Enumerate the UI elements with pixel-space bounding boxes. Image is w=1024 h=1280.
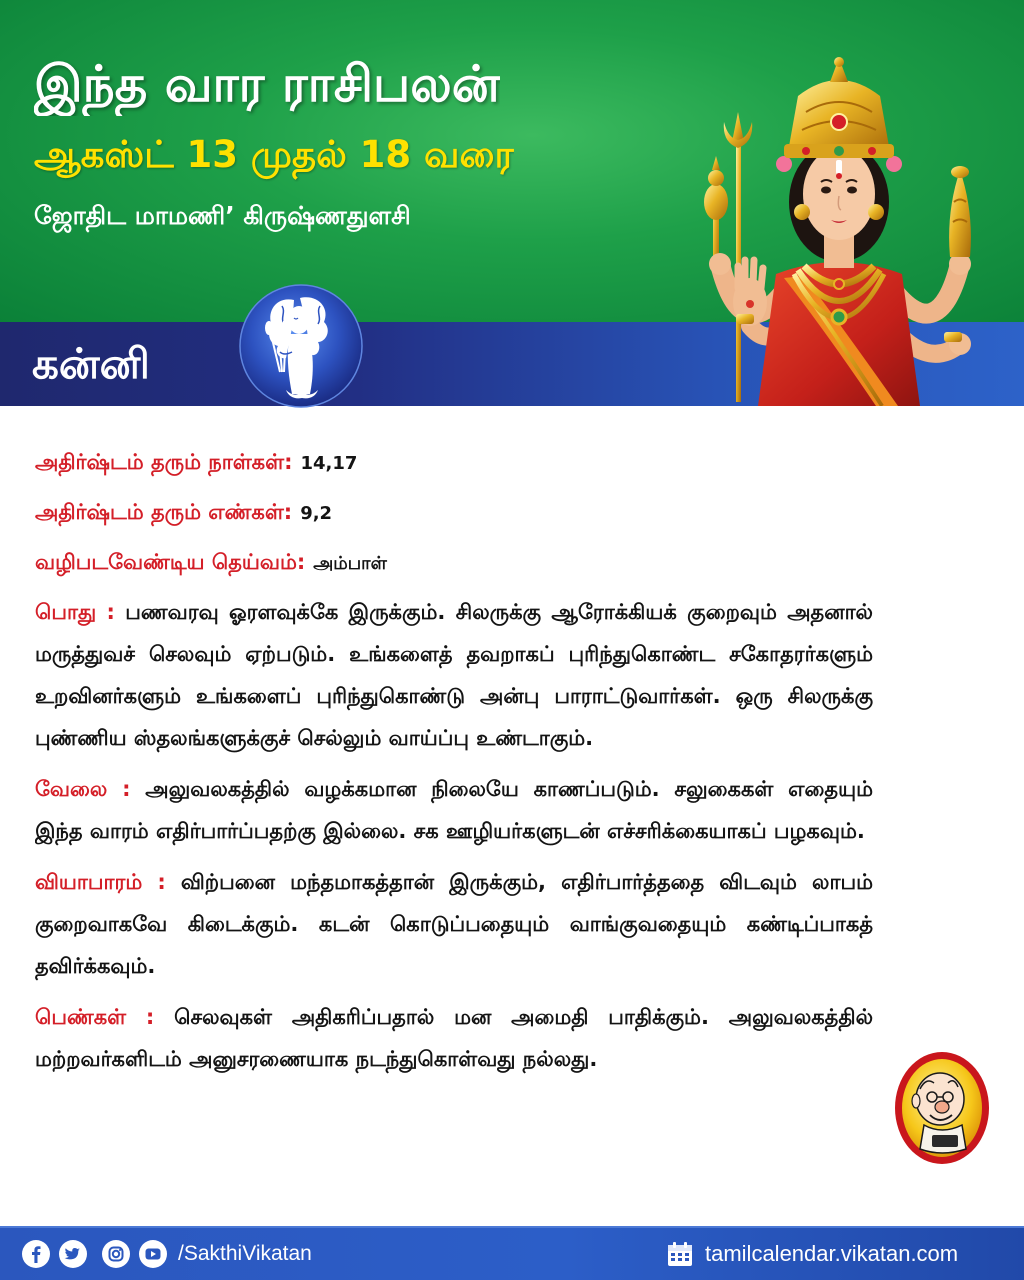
lucky-numbers-label: அதிர்ஷ்டம் தரும் எண்கள்: [35,500,293,524]
lucky-numbers-value: 9,2 [300,503,333,524]
section-work [35,768,873,852]
section-women [35,996,873,1080]
calendar-icon [666,1240,694,1268]
zodiac-sign-name: கன்னி [32,339,150,388]
section-general-label: பொது : [35,600,115,624]
footer-bar [0,1226,1024,1280]
section-business-text: விற்பனை மந்தமாகத்தான் இருக்கும், எதிர்பார்த்ததை விடவும் லாபம் குறைவாகவே கிடைக்கும். கடன் கொடுப்பதையும் வாங்குவதையும் கண்டிப்பாகத் தவிர்க்கவும். [35,870,873,978]
vikatan-mascot-logo [892,1049,992,1167]
section-women-text: செலவுகள் அதிகரிப்பதால் மன அமைதி பாதிக்கும். அலுவலகத்தில் மற்றவர்களிடம் அனுசரணையாக நடந்துகொள்வது நல்லது. [35,1005,873,1071]
section-general [35,591,873,759]
lucky-days-row [35,437,873,487]
lucky-numbers-row [35,487,873,537]
lucky-days-label: அதிர்ஷ்டம் தரும் நாள்கள்: [35,450,293,474]
virgo-zodiac-icon [236,282,366,410]
facebook-icon[interactable] [21,1239,51,1269]
section-women-label: பெண்கள் : [35,1005,155,1029]
twitter-icon[interactable] [58,1239,88,1269]
date-range: ஆகஸ்ட் 13 முதல் 18 வரை [34,133,514,176]
section-business-label: வியாபாரம் : [35,870,166,894]
section-general-text: பணவரவு ஓரளவுக்கே இருக்கும். சிலருக்கு ஆரோக்கியக் குறைவும் அதனால் மருத்துவச் செலவும் ஏற்படும். உங்களைத் தவறாகப் புரிந்துகொண்ட சகோதரர்களும் உறவினர்களும் உங்களைப் புரிந்துகொண்டு அன்பு பாராட்டுவார்கள். ஒரு சிலருக்கு புண்ணிய ஸ்தலங்களுக்குச் செல்லும் வாய்ப்பு உண்டாகும். [35,600,873,750]
goddess-illustration [676,52,1008,406]
deity-row [35,537,873,587]
youtube-icon[interactable] [138,1239,168,1269]
section-work-text: அலுவலகத்தில் வழக்கமான நிலையே காணப்படும். சலுகைகள் எதையும் இந்த வாரம் எதிர்பார்ப்பதற்கு இல்லை. சக ஊழியர்களுடன் எச்சரிக்கையாகப் பழகவும். [35,777,873,843]
horoscope-body [35,437,873,1219]
instagram-icon[interactable] [101,1239,131,1269]
lucky-days-value: 14,17 [300,453,358,474]
deity-value: அம்பாள் [313,553,387,574]
website-link[interactable]: tamilcalendar.vikatan.com [705,1241,959,1266]
section-business [35,861,873,987]
social-handle-link[interactable]: /SakthiVikatan [178,1242,312,1265]
deity-label: வழிபடவேண்டிய தெய்வம்: [35,550,306,574]
poster-title: இந்த வார ராசிபலன் [34,55,501,113]
astrologer-name: ஜோதிட மாமணி’ கிருஷ்ணதுளசி [34,201,411,230]
section-work-label: வேலை : [35,777,131,801]
